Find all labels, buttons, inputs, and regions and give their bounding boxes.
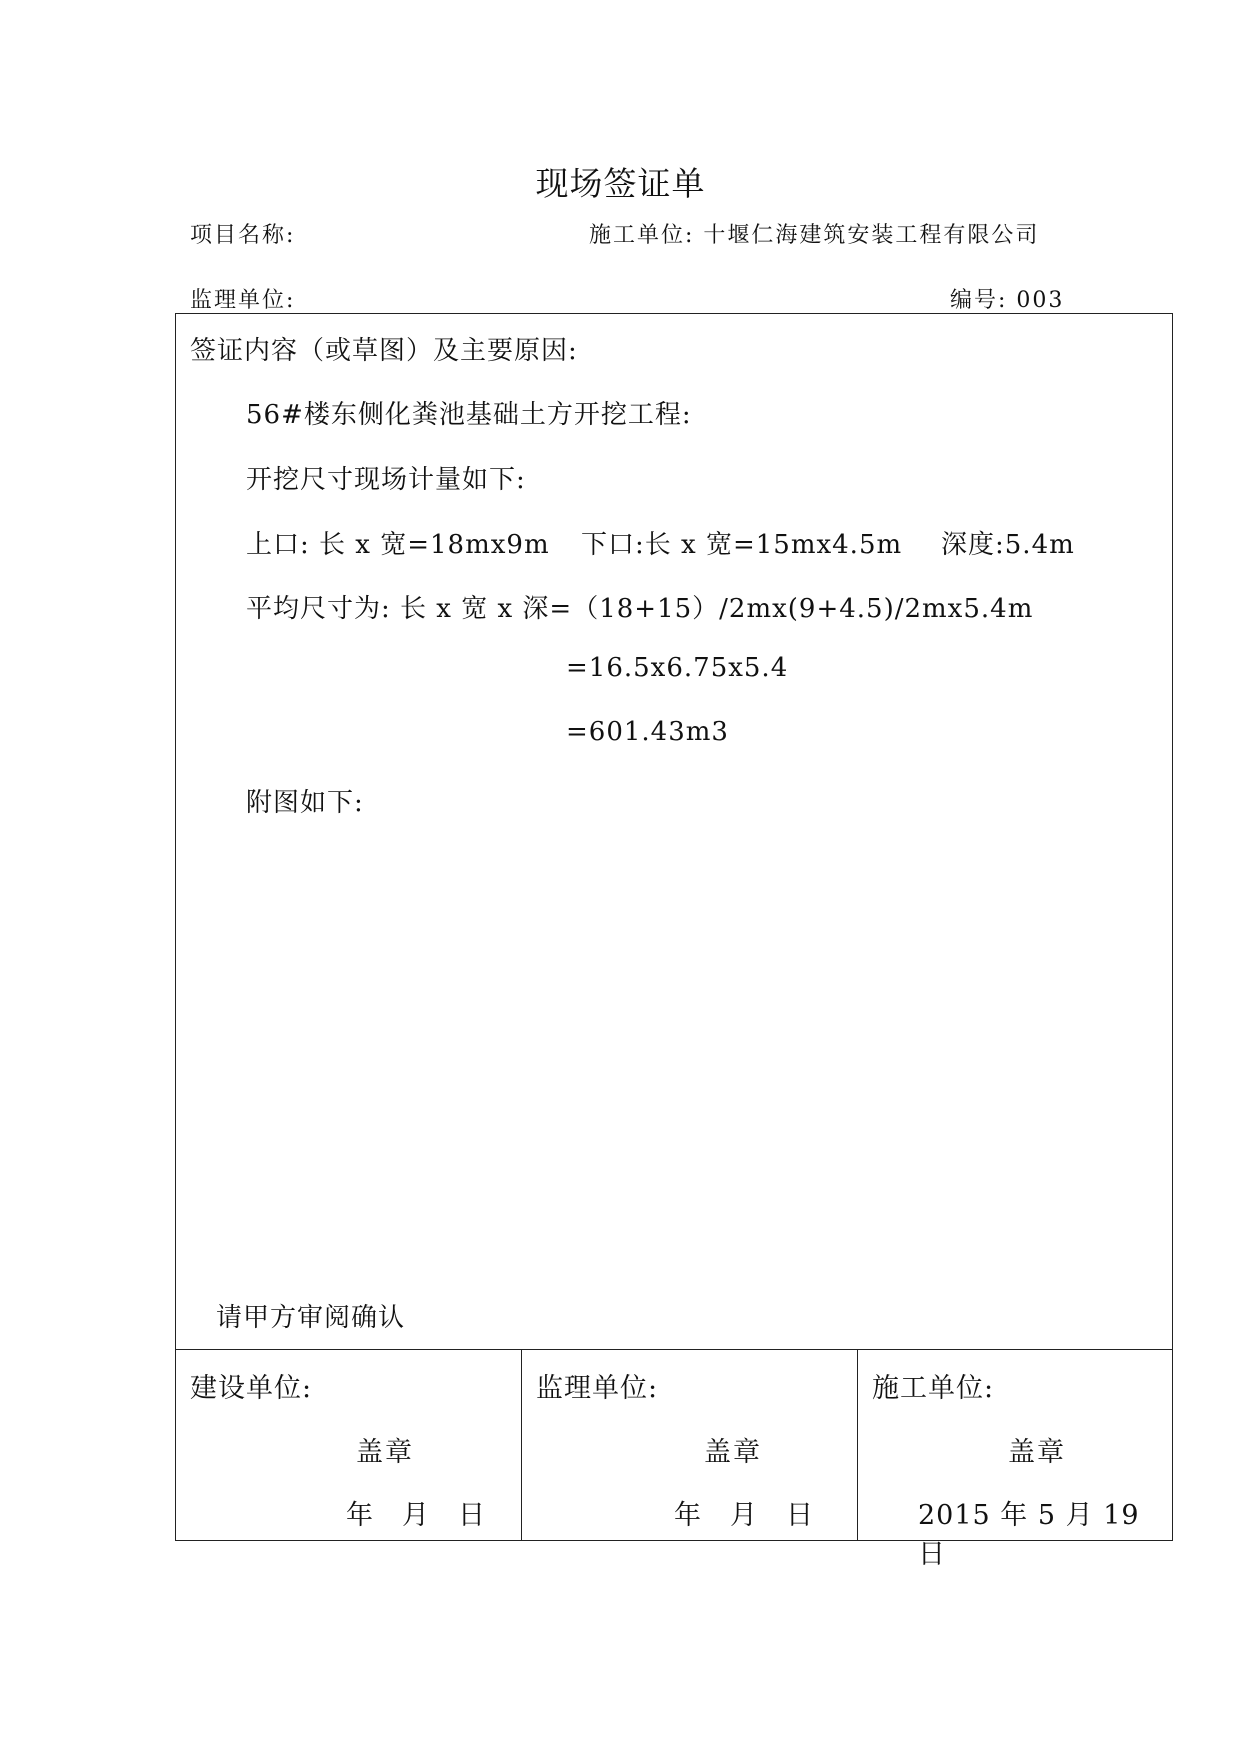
owner-date: 年 月 日 (346, 1500, 486, 1531)
excavation-depth: 深度:5.4m (941, 530, 1075, 560)
top-opening-dimensions: 上口: 长 x 宽=18mx9m (246, 530, 550, 560)
measurement-intro: 开挖尺寸现场计量如下: (246, 465, 526, 495)
project-description: 56#楼东侧化粪池基础土方开挖工程: (246, 400, 692, 430)
visa-form-table (175, 313, 1173, 1570)
document-title: 现场签证单 (535, 164, 706, 203)
contractor-sign-label: 施工单位: (872, 1373, 995, 1404)
attachment-label: 附图如下: (246, 788, 364, 818)
serial-number: 编号: 003 (950, 288, 1065, 313)
owner-signature-cell (176, 1350, 521, 1540)
approval-request: 请甲方审阅确认 (216, 1303, 406, 1333)
supervisor-signature-cell (522, 1350, 857, 1540)
bottom-opening-dimensions: 下口:长 x 宽=15mx4.5m (581, 530, 903, 560)
average-dimension-formula: 平均尺寸为: 长 x 宽 x 深=（18+15）/2mx(9+4.5)/2mx5.4m (246, 594, 1034, 624)
contractor-label: 施工单位: 十堰仁海建筑安装工程有限公司 (589, 223, 1040, 248)
supervisor-sign-label: 监理单位: (536, 1373, 659, 1404)
contractor-signature-cell (858, 1350, 1172, 1570)
supervisor-date: 年 月 日 (674, 1500, 814, 1531)
owner-stamp-label: 盖章 (356, 1437, 414, 1468)
content-heading: 签证内容（或草图）及主要原因: (190, 336, 578, 366)
supervisor-stamp-label: 盖章 (704, 1437, 762, 1468)
project-name-label: 项目名称: (190, 223, 296, 248)
calculation-result: =601.43m3 (566, 717, 729, 747)
contractor-date: 2015 年 5 月 19 日 (918, 1500, 1140, 1570)
owner-label: 建设单位: (190, 1373, 313, 1404)
contractor-stamp-label: 盖章 (1008, 1437, 1066, 1468)
supervisor-label: 监理单位: (190, 288, 296, 313)
calculation-step: =16.5x6.75x5.4 (566, 653, 789, 683)
